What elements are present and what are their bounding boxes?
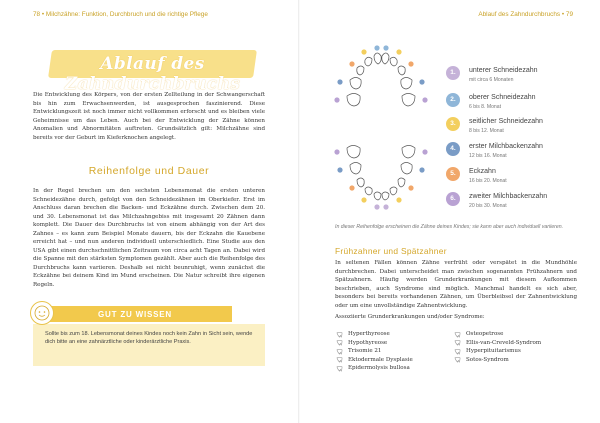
right-running-header	[478, 11, 573, 18]
upper-tooth	[347, 94, 360, 107]
legend-number: 2.	[446, 93, 460, 107]
lower-arch	[347, 146, 415, 201]
legend-item	[446, 167, 586, 191]
legend-subtitle: mit circa 6 Monaten	[469, 76, 514, 83]
disease-name: Sotos-Syndrom	[466, 356, 509, 363]
lower-tooth	[365, 187, 372, 195]
tooth-bullet-icon	[454, 349, 461, 355]
diagram-caption: In dieser Reihenfolge erscheinen die Zähne deines Kindes; sie kann aber auch individuell variieren.	[335, 224, 564, 230]
intro-paragraph: Die Entwicklung des Körpers, von der ersten Zellteilung in der Schwangerschaft bis hin zum Erwachsenwerden, ist ausgesprochen faszinierend. Diese Entwicklungszeit ist noch immer nicht vollkommen erforscht und es bleiben viele Geheimnisse um das Leben. Auch bei der Entwicklung der Zähne können Anomalien und Abnormitäten auftreten. Grundsätzlich gilt: Milchzähne sind bereits vor der Geburt im Kieferknochen angelegt.	[33, 92, 265, 141]
lower-tooth	[401, 163, 412, 175]
upper-tooth	[350, 78, 361, 90]
legend-number: 1.	[446, 66, 460, 80]
section-heading-reihenfolge: Reihenfolge und Dauer	[88, 165, 210, 177]
legend-item	[446, 192, 586, 216]
tooth-bullet-icon	[336, 366, 343, 372]
lower-tooth	[390, 187, 397, 195]
upper-tooth	[382, 53, 389, 64]
legend-number: 6.	[446, 192, 460, 206]
hero-title-banner	[50, 46, 255, 94]
upper-tooth	[365, 57, 372, 66]
disease-name: Hyperpituitarismus	[466, 348, 521, 355]
lower-tooth	[382, 192, 389, 200]
right-page-number: 79	[565, 11, 573, 18]
tooth-bullet-icon	[336, 357, 343, 363]
disease-list-right	[453, 330, 563, 364]
legend-title: Eckzahn	[469, 168, 496, 175]
disease-name: Hyperthyreose	[348, 331, 390, 337]
hero-title: Ablauf des Zahndurchbruchs	[64, 54, 241, 94]
upper-tooth	[398, 66, 405, 75]
tooth-bullet-icon	[454, 332, 461, 338]
disease-list-left	[335, 330, 445, 373]
legend-title: unterer Schneidezahn	[469, 67, 538, 74]
tooth-bullet-icon	[336, 332, 343, 338]
disease-item	[335, 356, 445, 365]
tooth-bullet-icon	[454, 357, 461, 363]
disease-name: Hypothyreose	[348, 339, 388, 346]
disease-item	[335, 364, 445, 373]
section-paragraph-fruehzahner: In seltenen Fällen können Zähne verfrüht oder verspätet in die Mundhöhle durchbrechen. Dabei unterscheidet man zwischen sogenannten Frühzahnern und Spätzahnern. Häufig werden Grunderkrankungen mit diesem Aufkommen beschrieben, auch Syndrome sind möglich. Manchmal handelt es sich aber, besonders bei bereits vorhandenen Zähnen, um Überbleibsel der Zahnentwicklung oder um eine unvollständige Zahnentwicklung.	[335, 260, 577, 309]
section-paragraph-reihenfolge: In der Regel brechen um den sechsten Lebensmonat die ersten unteren Schneidezähne durch, gefolgt von den Schneidezähnen im Oberkiefer. Erst im Anschluss daran brechen die Backen- und Eckzähne durch. Zwischen dem 20. und 30. Lebensmonat ist das Milchzahngebiss mit insgesamt 20 Zähnen dann komplett. Die Dauer des Durchbruchs ist von einem abhängig von der Art des Zahnes – es kann zum Beispiel Monate dauern, bis der Eckzahn die Kauebene erreicht hat – und nun anderen individuell unterschiedlich. Eine Studie aus den USA gibt einen durchschnittlichen Zeitraum von circa acht Tagen an. Dabei wird die Spanne mit den stärksten Symptomen gezählt. Aber auch die Reihenfolge des Durchbruchs kann variieren. Deshalb sei nicht beunruhigt, wenn zunächst die Eckzähne bei deinem Kind im Mund erscheinen. Die Natur schreibt ihre eigenen Regeln.	[33, 188, 265, 289]
legend-subtitle: 16 bis 20. Monat	[469, 177, 507, 184]
lower-tooth	[357, 178, 364, 187]
upper-tooth	[402, 94, 415, 107]
legend-item	[446, 93, 586, 117]
legend-item	[446, 142, 586, 166]
lower-tooth	[350, 163, 361, 175]
tooth-order-dots	[334, 45, 427, 209]
tooth-arch-diagram	[328, 44, 434, 214]
legend-number: 5.	[446, 167, 460, 181]
upper-tooth	[390, 57, 397, 66]
legend-subtitle: 6 bis 8. Monat	[469, 103, 501, 110]
right-chapter-title: Ablauf des Zahndurchbruchs	[478, 11, 561, 18]
disease-name: Trisomie 21	[348, 348, 382, 355]
header-separator: •	[41, 11, 45, 18]
legend-item	[446, 66, 586, 90]
disease-item	[335, 347, 445, 356]
lower-tooth	[398, 178, 405, 187]
tip-heading-bar	[38, 306, 232, 322]
disease-item	[453, 339, 563, 348]
disease-name: Ektodermale Dysplasie	[348, 356, 413, 363]
legend-item	[446, 117, 586, 141]
section-heading-fruehzahner: Frühzahner und Spätzahner	[335, 246, 447, 256]
upper-arch	[347, 53, 415, 106]
tooth-bullet-icon	[336, 349, 343, 355]
upper-tooth	[401, 78, 412, 90]
legend-number: 4.	[446, 142, 460, 156]
tip-face-icon	[30, 301, 54, 325]
disease-item	[453, 330, 563, 339]
disease-name: Epidermolysis bullosa	[348, 365, 410, 372]
legend-title: zweiter Milchbackenzahn	[469, 193, 548, 200]
legend-number: 3.	[446, 117, 460, 131]
lower-tooth	[347, 146, 360, 159]
disease-name: Ellis-van-Creveld-Syndrom	[466, 339, 542, 346]
lower-tooth	[374, 192, 381, 200]
legend-subtitle: 12 bis 16. Monat	[469, 152, 507, 159]
header-separator: •	[561, 11, 565, 18]
legend-subtitle: 8 bis 12. Monat	[469, 127, 504, 134]
disease-list-intro: Assoziierte Grunderkrankungen und/oder Syndrome:	[335, 314, 485, 320]
tip-text: Sollte bis zum 18. Lebensmonat deines Kindes noch kein Zahn in Sicht sein, wende dich bitte an eine zahnärztliche oder kinderärztliche Praxis.	[45, 331, 253, 346]
legend-subtitle: 20 bis 30. Monat	[469, 202, 507, 209]
disease-item	[453, 356, 563, 365]
legend-title: seitlicher Schneidezahn	[469, 118, 543, 125]
disease-item	[335, 330, 445, 339]
left-running-header	[33, 11, 208, 18]
legend-title: erster Milchbackenzahn	[469, 143, 543, 150]
tip-heading: GUT ZU WISSEN	[98, 310, 172, 319]
disease-item	[335, 339, 445, 348]
upper-tooth	[357, 66, 364, 75]
disease-name: Osteopetrose	[466, 331, 504, 337]
lower-tooth	[402, 146, 415, 159]
tooth-bullet-icon	[454, 340, 461, 346]
tooth-bullet-icon	[336, 340, 343, 346]
left-page-number: 78	[33, 11, 41, 18]
left-chapter-title: Milchzähne: Funktion, Durchbruch und die richtige Pflege	[45, 11, 208, 18]
legend-title: oberer Schneidezahn	[469, 94, 536, 101]
disease-item	[453, 347, 563, 356]
upper-tooth	[374, 53, 381, 64]
